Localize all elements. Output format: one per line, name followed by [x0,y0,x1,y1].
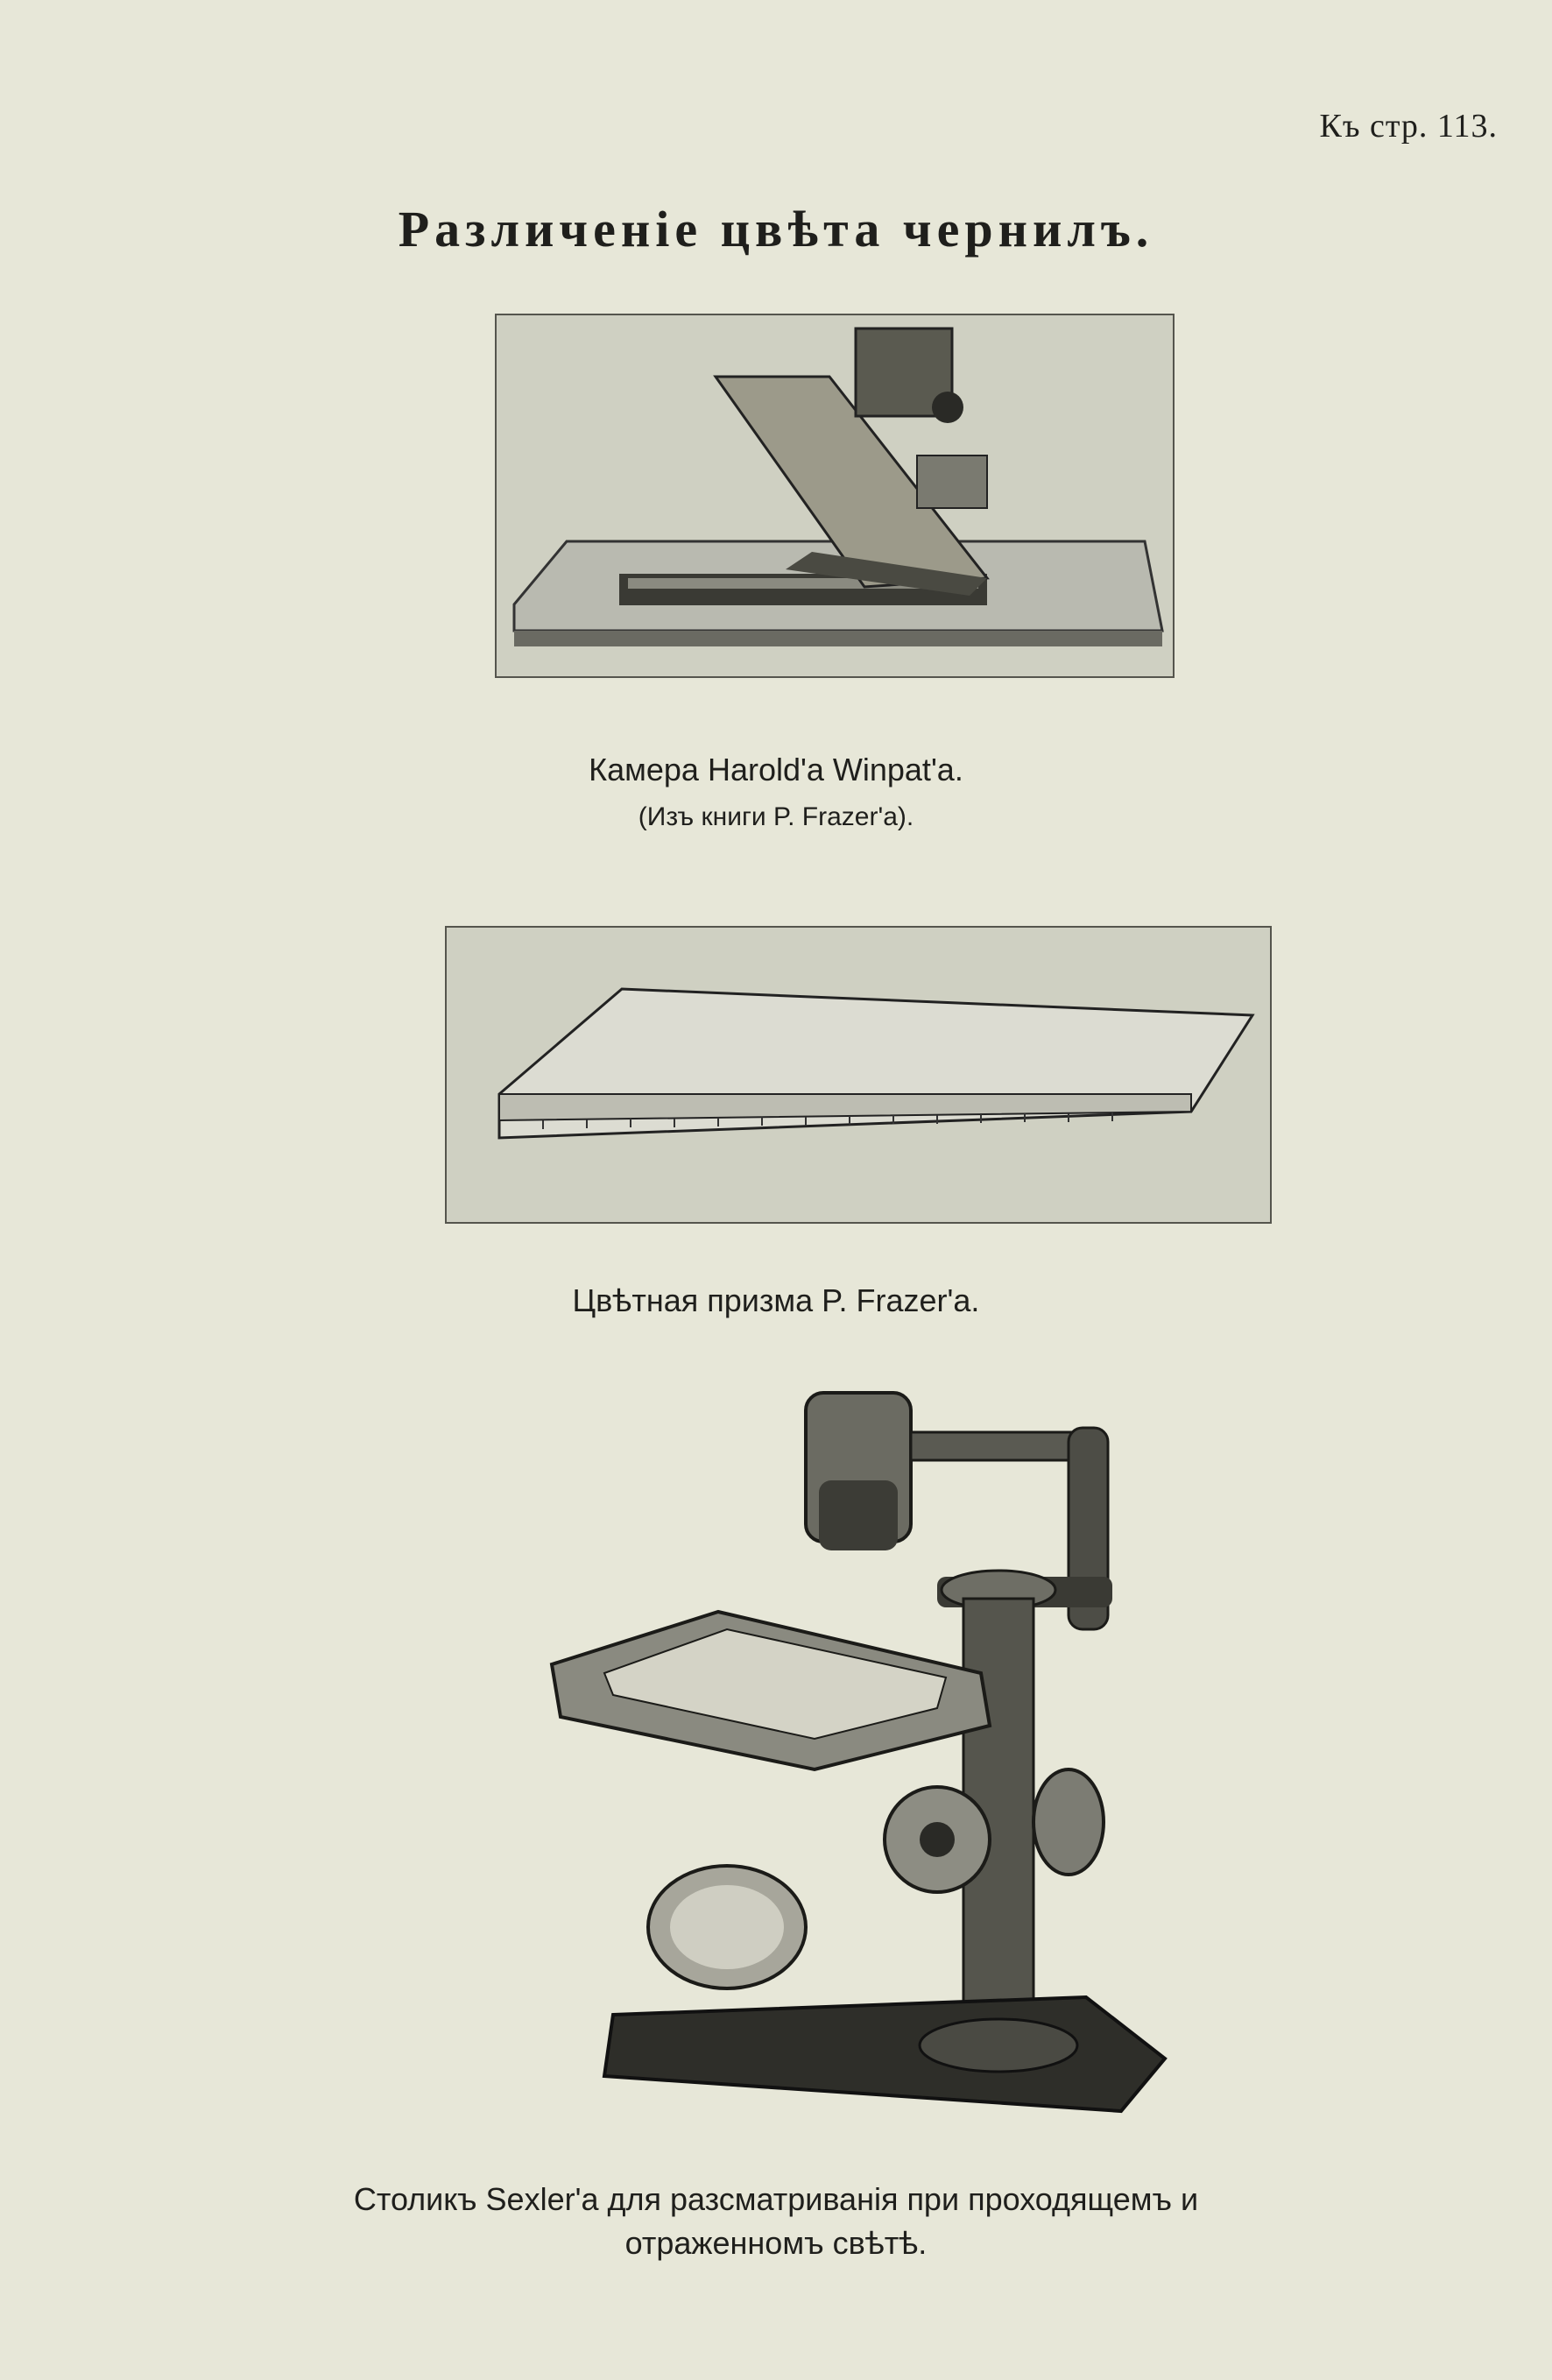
camera-source-caption: (Изъ книги P. Frazer'a). [638,802,914,831]
page-title: Различеніе цвѣта чернилъ. [398,201,1154,258]
camera-illustration [495,314,1175,678]
microscope-caption [0,2178,1552,2265]
prism-illustration [445,926,1272,1224]
prism-caption: Цвѣтная призма P. Frazer'a. [572,1282,980,1318]
microscope-caption-line-1: Столикъ Sexler'a для разсматриванія при проходящемъ и [353,2181,1199,2217]
page-reference: Къ стр. 113. [1319,108,1498,145]
microscope-drawing [526,1384,1191,2146]
camera-drawing [497,315,1173,676]
camera-caption: Камера Harold'a Winpat'a. [589,752,963,787]
microscope-illustration [526,1384,1191,2146]
prism-drawing [447,928,1270,1222]
microscope-caption-line-2: отраженномъ свѣтѣ. [624,2225,928,2261]
